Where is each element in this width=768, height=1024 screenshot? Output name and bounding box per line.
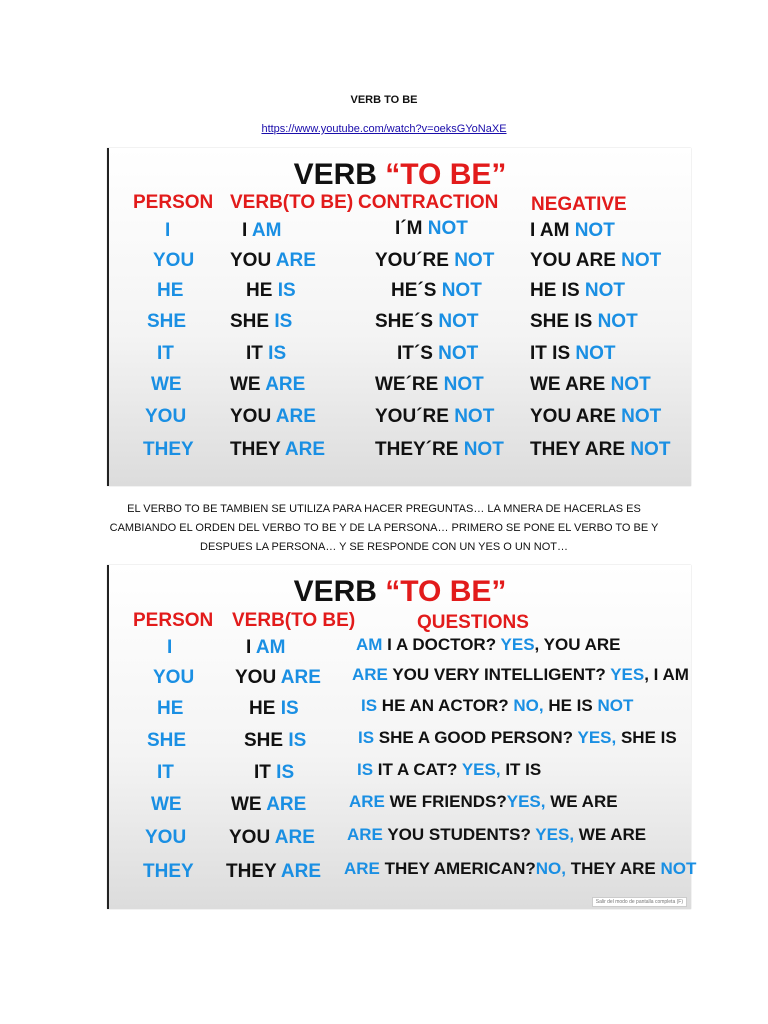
not-word: NOT <box>438 343 479 364</box>
answer-word: NO, <box>513 696 544 715</box>
contraction-cell <box>375 250 494 272</box>
contraction-cell <box>397 343 478 365</box>
not-word: NOT <box>443 374 484 395</box>
explanation-paragraph: EL VERBO TO BE TAMBIEN SE UTILIZA PARA HACER PREGUNTAS… LA MNERA DE HACERLAS ES CAMBIANDO EL ORDEN DEL VERBO TO BE Y DE LA PERSONA… PRIMERO SE PONE EL VERBO TO BE Y DESPUES LA PERSONA… Y SE RESPONDE CON UN YES O UN NOT… <box>109 503 659 553</box>
verb-cell <box>254 762 294 784</box>
not-word: NOT <box>610 374 651 395</box>
not-word: NOT <box>454 250 495 271</box>
answer-word: YES, <box>535 825 575 844</box>
negative-cell <box>530 343 616 365</box>
question-cell <box>356 635 621 655</box>
question-cell <box>349 792 618 812</box>
verb-subject: WE <box>230 374 266 395</box>
verb-form: ARE <box>280 667 321 688</box>
contraction-cell <box>395 218 468 240</box>
person-cell <box>165 220 170 242</box>
verb-cell <box>229 827 315 849</box>
answer-body: HE IS <box>543 696 598 715</box>
contraction-cell <box>375 374 484 396</box>
question-cell <box>344 859 696 879</box>
answer-body: WE ARE <box>574 825 647 844</box>
negative-text: WE ARE <box>530 374 611 395</box>
verb-form: ARE <box>275 406 316 427</box>
verb-subject: IT <box>246 343 269 364</box>
negative-text: I AM <box>530 220 575 241</box>
question-body: YOU STUDENTS? <box>387 825 536 844</box>
verb-subject: SHE <box>244 730 289 751</box>
verb-subject: YOU <box>230 250 276 271</box>
person-cell <box>151 794 182 816</box>
verb-subject: I <box>246 637 256 658</box>
negative-cell <box>530 406 661 428</box>
not-word: NOT <box>575 343 616 364</box>
person-cell <box>145 406 186 428</box>
title-black: VERB <box>293 575 386 608</box>
title-black: VERB <box>293 158 386 191</box>
question-cell <box>358 728 677 748</box>
verb-form: IS <box>276 762 295 783</box>
not-word: NOT <box>621 250 662 271</box>
person-text: YOU <box>153 667 195 688</box>
negative-cell <box>530 439 670 461</box>
verb-form: ARE <box>275 250 316 271</box>
youtube-link[interactable]: https://www.youtube.com/watch?v=oeksGYoNaXE <box>261 123 507 135</box>
table-title <box>109 575 691 609</box>
header-negative: NEGATIVE <box>531 194 627 215</box>
verb-subject: YOU <box>235 667 281 688</box>
answer-word: YES, <box>577 728 617 747</box>
question-verb: ARE <box>349 792 390 811</box>
not-word: NOT <box>630 439 671 460</box>
negative-text: YOU ARE <box>530 250 622 271</box>
answer-word: YES <box>500 635 535 654</box>
person-text: HE <box>157 280 184 301</box>
person-cell <box>147 730 186 752</box>
question-cell <box>357 760 541 780</box>
question-verb: ARE <box>352 665 393 684</box>
not-word: NOT <box>584 280 626 301</box>
person-text: I <box>165 220 171 241</box>
person-cell <box>157 698 183 720</box>
contraction-cell <box>375 406 494 428</box>
verb-form: IS <box>268 343 287 364</box>
not-word: NOT <box>438 311 479 332</box>
header-person: PERSON <box>133 192 214 213</box>
header-contraction: CONTRACTION <box>358 192 499 213</box>
person-text: YOU <box>145 827 187 848</box>
answer-body: IT IS <box>500 760 542 779</box>
verb-to-be-questions-image <box>107 565 697 909</box>
answer-not: NOT <box>597 696 634 715</box>
verb-subject: THEY <box>226 861 281 882</box>
verb-form: ARE <box>266 794 307 815</box>
verb-cell <box>246 343 286 365</box>
person-cell <box>157 280 183 302</box>
verb-cell <box>231 794 306 816</box>
verb-cell <box>230 374 305 396</box>
negative-text: YOU ARE <box>530 406 622 427</box>
person-text: IT <box>157 343 174 364</box>
question-verb: ARE <box>344 859 385 878</box>
question-body: I A DOCTOR? <box>387 635 501 654</box>
verb-form: IS <box>288 730 307 751</box>
header-person: PERSON <box>133 610 214 631</box>
person-cell <box>143 439 194 461</box>
verb-cell <box>235 667 321 689</box>
verb-cell <box>244 730 306 752</box>
contraction-text: YOU´RE <box>375 250 455 271</box>
question-body: SHE A GOOD PERSON? <box>378 728 578 747</box>
person-text: YOU <box>153 250 195 271</box>
person-text: THEY <box>143 861 194 882</box>
contraction-text: IT´S <box>397 343 439 364</box>
fullscreen-note: Salir del modo de pantalla completa (F) <box>592 897 687 907</box>
person-text: I <box>167 637 173 658</box>
person-text: THEY <box>143 439 194 460</box>
person-text: YOU <box>145 406 187 427</box>
contraction-text: WE´RE <box>375 374 444 395</box>
not-word: NOT <box>427 218 468 239</box>
not-word: NOT <box>621 406 662 427</box>
question-verb: AM <box>356 635 388 654</box>
contraction-text: THEY´RE <box>375 439 464 460</box>
verb-subject: THEY <box>230 439 285 460</box>
negative-text: HE IS <box>530 280 585 301</box>
verb-subject: I <box>242 220 252 241</box>
verb-cell <box>230 250 316 272</box>
person-cell <box>147 311 186 333</box>
verb-subject: YOU <box>230 406 276 427</box>
person-text: IT <box>157 762 174 783</box>
answer-word: YES, <box>506 792 546 811</box>
question-cell <box>352 665 689 685</box>
person-cell <box>157 762 174 784</box>
verb-form: ARE <box>274 827 315 848</box>
person-cell <box>157 343 174 365</box>
person-text: SHE <box>147 311 187 332</box>
verb-subject: SHE <box>230 311 275 332</box>
contraction-text: HE´S <box>391 280 442 301</box>
answer-word: YES <box>610 665 645 684</box>
negative-text: IT IS <box>530 343 576 364</box>
not-word: NOT <box>597 311 638 332</box>
question-verb: IS <box>361 696 382 715</box>
person-cell <box>143 861 194 883</box>
negative-cell <box>530 220 615 242</box>
negative-cell <box>530 374 651 396</box>
question-body: IT A CAT? <box>377 760 462 779</box>
verb-form: IS <box>277 280 296 301</box>
header-verb: VERB(TO BE) <box>230 192 354 213</box>
negative-cell <box>530 311 638 333</box>
verb-cell <box>230 406 316 428</box>
negative-cell <box>530 250 661 272</box>
verb-cell <box>242 220 281 242</box>
verb-cell <box>246 637 285 659</box>
verb-form: AM <box>251 220 282 241</box>
question-cell <box>347 825 646 845</box>
verb-form: IS <box>280 698 299 719</box>
verb-cell <box>230 311 292 333</box>
contraction-cell <box>375 439 504 461</box>
negative-text: SHE IS <box>530 311 598 332</box>
not-word: NOT <box>574 220 615 241</box>
header-verb: VERB(TO BE) <box>232 610 356 631</box>
question-verb: IS <box>358 728 379 747</box>
person-cell <box>145 827 186 849</box>
verb-form: AM <box>255 637 286 658</box>
question-cell <box>361 696 633 716</box>
contraction-cell <box>391 280 482 302</box>
verb-cell <box>246 280 296 302</box>
verb-subject: WE <box>231 794 267 815</box>
verb-form: ARE <box>284 439 326 460</box>
header-questions: QUESTIONS <box>417 612 529 633</box>
person-text: SHE <box>147 730 187 751</box>
verb-cell <box>226 861 321 883</box>
verb-subject: IT <box>254 762 277 783</box>
question-body: HE AN ACTOR? <box>381 696 514 715</box>
answer-body: , I AM <box>644 665 689 684</box>
answer-body: WE ARE <box>545 792 618 811</box>
not-word: NOT <box>441 280 482 301</box>
table-title <box>109 158 691 192</box>
question-verb: IS <box>357 760 378 779</box>
verb-cell <box>230 439 325 461</box>
verb-subject: HE <box>249 698 281 719</box>
contraction-text: I´M <box>395 218 428 239</box>
title-red: “TO BE” <box>385 158 507 191</box>
negative-text: THEY ARE <box>530 439 631 460</box>
verb-subject: YOU <box>229 827 275 848</box>
verb-form: IS <box>274 311 293 332</box>
verb-subject: HE <box>246 280 278 301</box>
person-text: WE <box>151 374 182 395</box>
verb-cell <box>249 698 299 720</box>
verb-form: ARE <box>265 374 306 395</box>
person-cell <box>167 637 172 659</box>
verb-form: ARE <box>280 861 322 882</box>
person-cell <box>151 374 182 396</box>
title-red: “TO BE” <box>385 575 507 608</box>
answer-not: NOT <box>660 859 697 878</box>
verb-to-be-table-image <box>107 148 691 486</box>
person-cell <box>153 250 194 272</box>
contraction-text: SHE´S <box>375 311 439 332</box>
question-body: THEY AMERICAN? <box>384 859 536 878</box>
person-text: WE <box>151 794 182 815</box>
not-word: NOT <box>463 439 504 460</box>
question-body: YOU VERY INTELLIGENT? <box>392 665 611 684</box>
answer-body: SHE IS <box>616 728 677 747</box>
person-cell <box>153 667 194 689</box>
contraction-text: YOU´RE <box>375 406 455 427</box>
not-word: NOT <box>454 406 495 427</box>
answer-body: , YOU ARE <box>534 635 621 654</box>
answer-word: YES, <box>461 760 501 779</box>
question-body: WE FRIENDS? <box>389 792 507 811</box>
negative-cell <box>530 280 625 302</box>
contraction-cell <box>375 311 478 333</box>
answer-word: NO, <box>535 859 566 878</box>
answer-body: THEY ARE <box>565 859 661 878</box>
document-title: VERB TO BE <box>350 94 418 106</box>
question-verb: ARE <box>347 825 388 844</box>
person-text: HE <box>157 698 184 719</box>
